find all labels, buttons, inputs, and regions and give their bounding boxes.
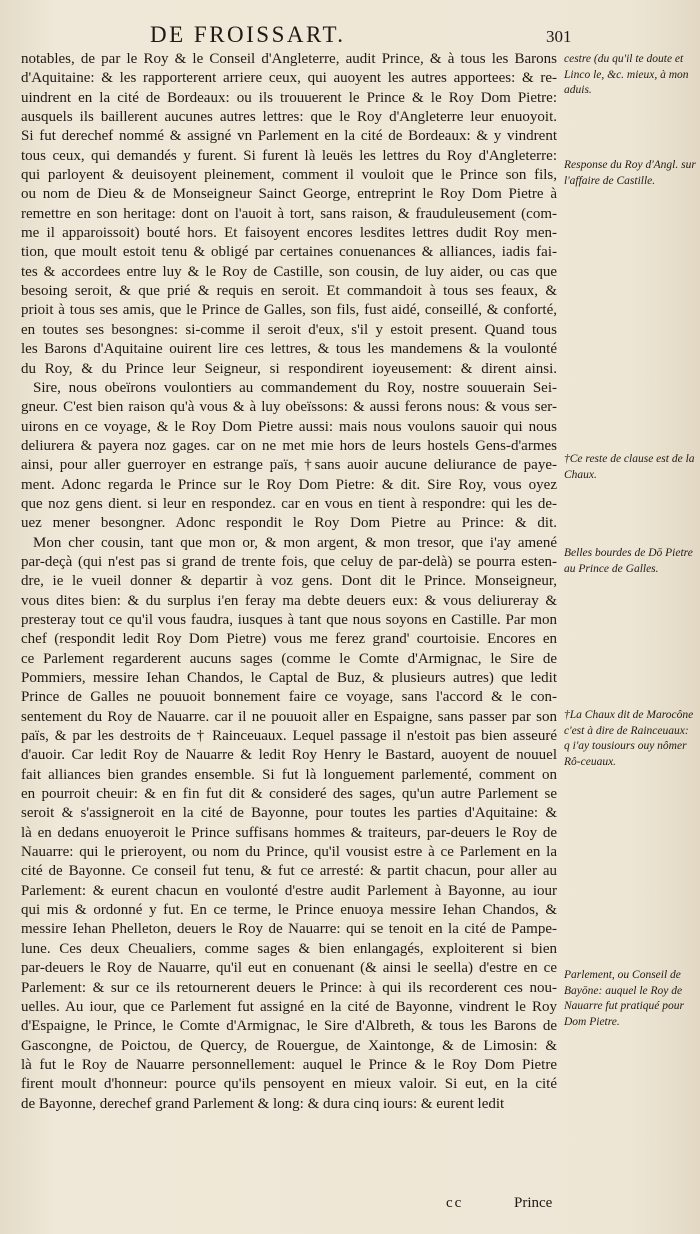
text-line: uindrent en la cité de Bordeaux: ou ils trouuerent le Prince & le Roy Dom Pietre: <box>21 89 557 106</box>
text-line: prioit à tous ses amis, que le Prince de Galles, son fils, fust aidé, conseillé, & conforté, <box>21 302 557 319</box>
text-line: ou nom de Dieu & de Monseigneur Sainct George, entreprint le Roy Dom Pietre à <box>21 186 557 203</box>
page-number: 301 <box>546 27 572 46</box>
text-line: tes & accordees entre luy & le Roy de Castille, son cousin, de luy aider, ou cas que <box>21 263 557 280</box>
text-line: Prince de Galles ne pouuoit bonnement faire ce voyage, sans l'accord & le con- <box>21 689 557 706</box>
text-line: fait alliances bien grandes ensemble. Si fut là longuement parlementé, comment on <box>21 766 557 783</box>
text-line: notables, de par le Roy & le Conseil d'Angleterre, audit Prince, & à tous les Barons <box>21 51 557 67</box>
text-line: Nauarre: qui le prieroyent, ou nom du Prince, qu'il vousist estre à ce Parlement en la <box>21 844 557 861</box>
text-line: les Barons d'Aquitaine ouirent lire ces lettres, & tous les mandemens & la voulonté <box>21 341 557 358</box>
text-line: d'Aquitaine: & les rapporterent arriere ceux, qui auoyent les autres apportees: & re- <box>21 70 557 87</box>
marginal-note-5: †La Chaux dit de Marocône c'est à dire de Rainceuaux: q i'ay tousiours ouy nômer Rô-ceuaux. <box>564 709 694 768</box>
text-line: Si fut derechef nommé & assigné vn Parlement en la cité de Bordeaux: & y vindrent <box>21 128 557 145</box>
text-line: seroit & s'assigneroit en la cité de Bayonne, pour toutes les parties d'Aquitaine: & <box>21 805 557 822</box>
text-line: en toutes ses besongnes: si-comme il seroit d'eux, s'il y estoit present. Quand tous <box>21 321 557 338</box>
text-line: Gascongne, de Poictou, de Quercy, de Rouergue, de Xaintonge, & de Limosin: & <box>21 1037 557 1054</box>
marginal-note-6: Parlement, ou Conseil de Bayōne: auquel le Roy de Nauarre fut pratiqué pour Dom Pietre. <box>564 969 685 1028</box>
text-line: de Bayonne, derechef grand Parlement & long: & dura cinq iours: & eurent ledit <box>21 1095 505 1112</box>
text-line: uirons en ce voyage, & le Roy Dom Pietre aussi: mais nous voulons sauoir qui nous <box>21 418 557 435</box>
text-line: chef (respondit ledit Roy Dom Pietre) vous me ferez grand' courtoisie. Encores en <box>21 631 557 648</box>
signature-mark: cc <box>446 1195 464 1211</box>
text-line: dre, ie le vueil donner & departir à voz gens. Dont dit le Prince. Monseigneur, <box>21 573 557 590</box>
marginal-note-4: Belles bourdes de Dō Pietre au Prince de Galles. <box>564 547 693 575</box>
text-line: cité de Bayonne. Ce conseil fut tenu, & fut ce arresté: & partit chacun, pour aller au <box>21 863 557 880</box>
text-line: Sire, nous obeïrons voulontiers au commandement du Roy, nostre souuerain Sei- <box>33 379 557 396</box>
marginal-note-1: cestre (du qu'il te doute et Linco le, &c. mieux, à mon aduis. <box>564 53 689 96</box>
text-line: en pourroit cheuir: & en fin fut dit & consideré des sages, qu'un autre Parlement se <box>21 786 557 803</box>
text-line: tous ceux, qui demandés y furent. Si furent là leuës les lettres du Roy d'Angleterre: <box>21 147 557 164</box>
text-line: sentement du Roy de Nauarre. car il ne pouuoit aller en Espaigne, sans passer par son <box>21 708 557 725</box>
text-line: ausquels ils baillerent aucunes autres lettres: que le Roy d'Angleterre leur enuoyoit. <box>21 109 557 126</box>
text-line: Parlement: & sur ce ils retournerent deuers le Prince: à qui ils recorderent ces nou- <box>21 979 557 996</box>
text-line: uelles. Au iour, que ce Parlement fut assigné en la cité de Bayonne, vindrent le Roy <box>21 998 557 1015</box>
text-line: là en dedans enuoyeroit le Prince suffisans hommes & traiteurs, par-deuers le Roy de <box>21 824 557 841</box>
text-line: là fut le Roy de Nauarre personnellement: auquel le Prince & le Roy Dom Pietre <box>21 1056 557 1073</box>
text-line: d'Espaigne, le Prince, le Comte d'Armignac, le Sire d'Albreth, & tous les Barons de <box>21 1018 557 1035</box>
marginal-note-3: †Ce reste de clause est de la Chaux. <box>564 453 695 481</box>
text-line: deliurera & payera noz gages. car on ne met mie hors de leurs hostels Gens-d'armes <box>21 437 557 454</box>
text-line: d'auoir. Car ledit Roy de Nauarre & ledit Roy Henry le Bastard, auoyent de nouuel <box>21 747 557 764</box>
running-title: DE FROISSART. <box>150 22 346 47</box>
text-line: gneur. C'est bien raison qu'à vous & à luy obeïssons: & aussi ferons nous: & vous ser- <box>21 399 557 416</box>
marginal-note-2: Response du Roy d'Angl. sur l'affaire de Castille. <box>564 159 696 187</box>
text-line: remettre en son heritage: dont on l'auoit à tort, sans raison, & frauduleusement (com- <box>21 205 557 222</box>
text-line: par-deçà (qui n'est pas si grand de trente fois, que celuy de par-delà) se pourra esten- <box>21 553 557 570</box>
text-line: vous dites bien: & du surplus i'en feray ma debte deuers eux: & vous deliureray & <box>21 592 557 609</box>
text-line: que noz gens dient. si leur en respondez. car en vous en tient à respondre: qui les de- <box>21 495 557 512</box>
text-line: tion, que moult estoit tenu & obligé par certaines conuenances & alliances, iadis fai- <box>21 244 557 261</box>
text-line: uez mener besongner. Adonc respondit le Roy Dom Pietre au Prince: & dit. <box>21 515 557 532</box>
text-line: presteray tout ce qu'il vous faudra, iusques à tant que nous soyons en Castille. Par mon <box>21 611 557 628</box>
text-line: Pommiers, messire Iehan Chandos, le Captal de Buz, & plusieurs autres) que ledit <box>21 670 557 686</box>
text-line: ce Parlement regarderent aucuns sages (comme le Comte d'Armignac, le Sire de <box>21 650 557 667</box>
catchword: Prince <box>514 1195 553 1211</box>
text-line: par-deuers le Roy de Nauarre, qu'il eut en conuenant (& ainsi le seella) d'estre en ce <box>21 960 557 977</box>
text-line: ment. Adonc regarda le Prince sur le Roy Dom Pietre: & dit. Sire Roy, vous oyez <box>21 476 557 493</box>
text-line: païs, & par les destroits de † Rainceuaux. Lequel passage il n'estoit pas bien asseuré <box>21 728 557 745</box>
text-line: messire Iehan Phelleton, deuers le Roy de Nauarre: qui se tenoit en la cité de Pampe- <box>21 921 557 938</box>
text-line: firent moult d'honneur: pource qu'ils pensoyent en mieux valoir. Si eut, en la cité <box>21 1076 557 1093</box>
text-line: Mon cher cousin, tant que mon or, & mon argent, & mon tresor, que i'ay amené <box>33 534 557 551</box>
text-line: qui mis & ordonné y fut. En ce terme, le Prince enuoya messire Iehan Chandos, & <box>21 902 557 919</box>
text-line: qui parloyent & deuisoyent pleinement, comment il vouloit que le Prince son fils, <box>21 167 557 184</box>
text-line: Parlement: & eurent chacun en voulonté d'estre audit Parlement à Bayonne, au iour <box>21 882 557 899</box>
main-text-column <box>21 50 557 1114</box>
text-line: du Roy, & du Prince leur Seigneur, si respondirent ioyeusement: & dirent ainsi. <box>21 360 557 377</box>
text-line: lune. Ces deux Cheualiers, comme sages & bien enlangagés, exploiterent si bien <box>21 940 557 957</box>
text-line: ainsi, pour aller guerroyer en estrange païs, †sans auoir aucune deliurance de paye- <box>21 457 557 474</box>
text-line: besoing seroit, & que prié & requis en seroit. Et commandoit à tous ses feaux, & <box>21 283 557 300</box>
text-line: me il apparoissoit) bouté hors. Et faisoyent encores lesdites lettres dudit Roy men- <box>21 225 557 242</box>
